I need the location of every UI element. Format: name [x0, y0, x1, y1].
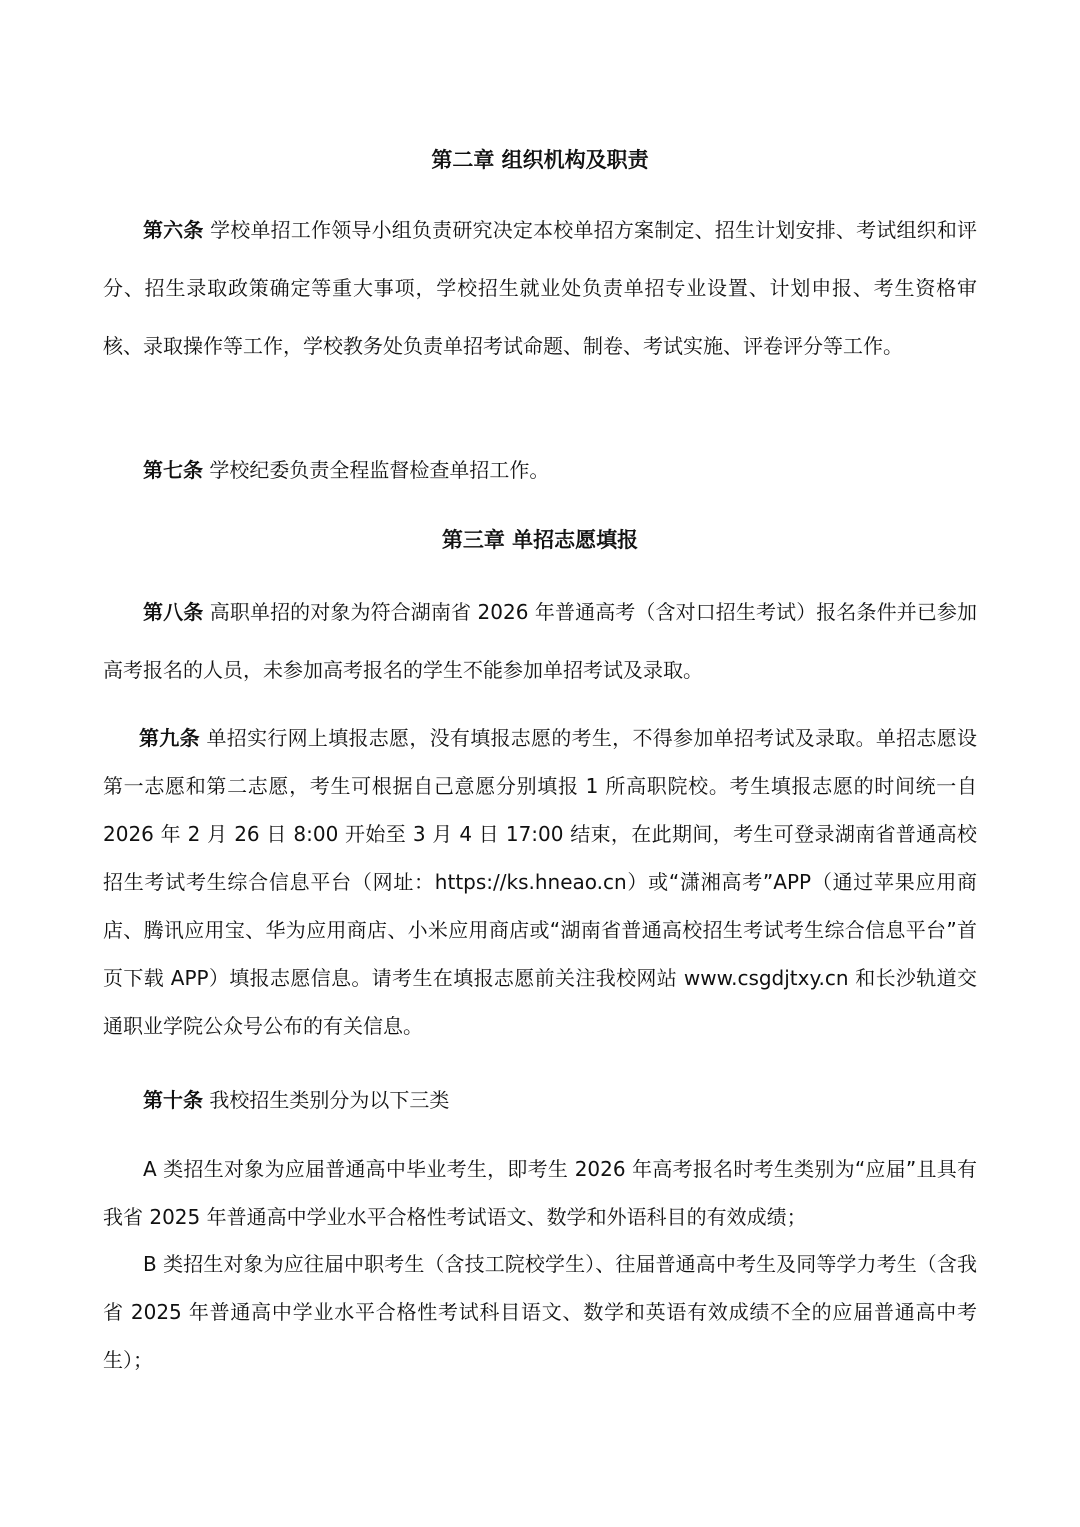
article-6-label: 第六条	[143, 218, 204, 242]
article-8-label: 第八条	[143, 600, 204, 624]
article-7	[103, 441, 977, 499]
article-8	[103, 583, 977, 699]
article-8-text: 高职单招的对象为符合湖南省 2026 年普通高考（含对口招生考试）报名条件并已参加高考报名的人员，未参加高考报名的学生不能参加单招考试及录取。	[103, 600, 977, 682]
article-9	[103, 714, 977, 1050]
article-10	[103, 1071, 977, 1129]
article-9-label: 第九条	[139, 726, 200, 750]
article-10-text: 我校招生类别分为以下三类	[203, 1088, 450, 1112]
category-a-paragraph: A 类招生对象为应届普通高中毕业考生，即考生 2026 年高考报名时考生类别为“应届”且具有我省 2025 年普通高中学业水平合格性考试语文、数学和外语科目的有效成绩；	[103, 1157, 977, 1229]
article-6-text: 学校单招工作领导小组负责研究决定本校单招方案制定、招生计划安排、考试组织和评分、招生录取政策确定等重大事项，学校招生就业处负责单招专业设置、计划申报、考生资格审核、录取操作等工作，学校教务处负责单招考试命题、制卷、考试实施、评卷评分等工作。	[103, 218, 978, 358]
chapter-3-heading: 第三章 单招志愿填报	[441, 528, 639, 552]
category-b-paragraph: B 类招生对象为应往届中职考生（含技工院校学生）、往届普通高中考生及同等学力考生（含我省 2025 年普通高中学业水平合格性考试科目语文、数学和英语有效成绩不全的应届普通高中考生）；	[103, 1252, 977, 1372]
article-9-text: 单招实行网上填报志愿，没有填报志愿的考生，不得参加单招考试及录取。单招志愿设第一志愿和第二志愿，考生可根据自己意愿分别填报 1 所高职院校。考生填报志愿的时间统一自 2026 年 2 月 26 日 8:00 开始至 3 月 4 日 17:00 结束，在此期间，考生可登录湖南省普通高校招生考试考生综合信息平台（网址：https://ks.hneao.cn）或“潇湘高考”APP（通过苹果应用商店、腾讯应用宝、华为应用商店、小米应用商店或“湖南省普通高校招生考试考生综合信息平台”首页下载 APP）填报志愿信息。请考生在填报志愿前关注我校网站 www.csgdjtxy.cn 和长沙轨道交通职业学院公众号公布的有关信息。	[103, 726, 978, 1038]
chapter-2-heading: 第二章 组织机构及职责	[431, 148, 649, 172]
article-10-label: 第十条	[143, 1088, 203, 1112]
article-6	[103, 201, 977, 375]
article-7-label: 第七条	[143, 458, 203, 482]
article-7-text: 学校纪委负责全程监督检查单招工作。	[203, 458, 550, 482]
